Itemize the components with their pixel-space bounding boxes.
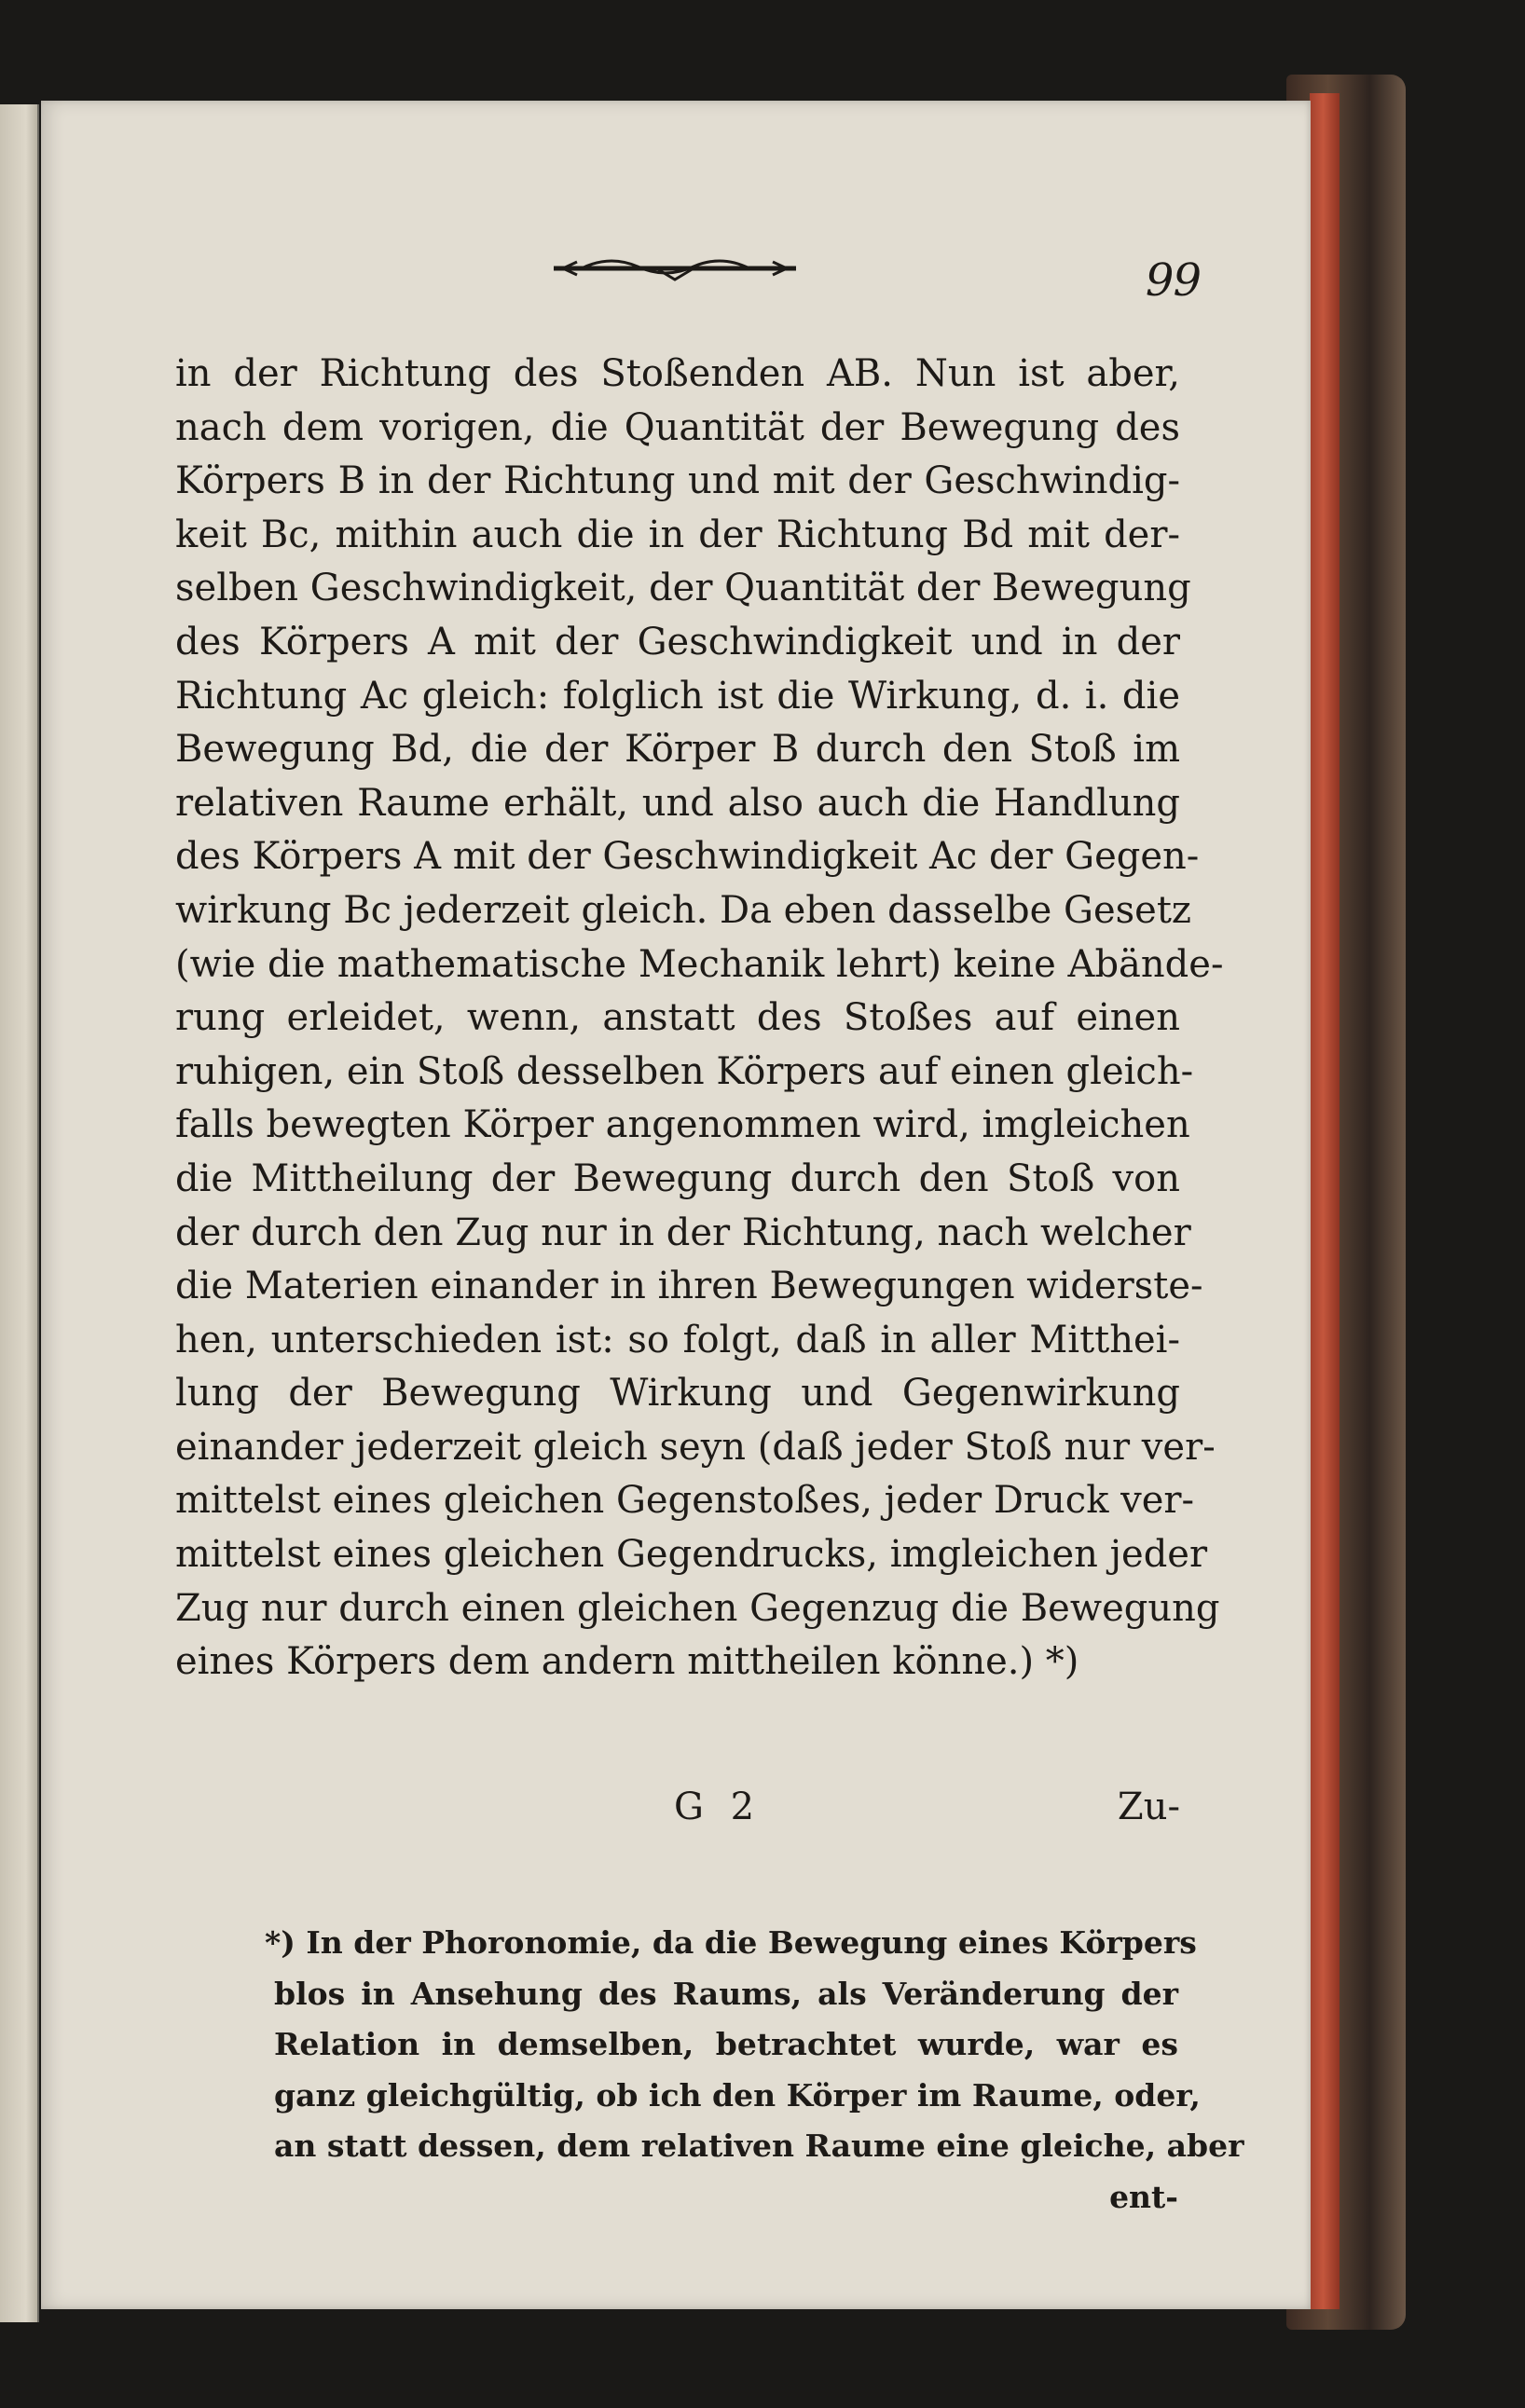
- text-line: ruhigen, ein Stoß desselben Körpers auf einen gleich-: [175, 1049, 1194, 1093]
- text-line: Körpers B in der Richtung und mit der Geschwindig-: [175, 459, 1180, 503]
- footnote-line: Relation in demselben, betrachtet wurde, war es: [274, 2026, 1178, 2062]
- footnote-line: an statt dessen, dem relativen Raume eine gleiche, aber: [274, 2128, 1244, 2164]
- text-line: des Körpers A mit der Geschwindigkeit und in der: [175, 620, 1180, 664]
- text-line: nach dem vorigen, die Quantität der Bewegung des: [175, 405, 1180, 449]
- main-text-block: [175, 348, 1224, 1690]
- text-line: Zug nur durch einen gleichen Gegenzug die Bewegung: [175, 1586, 1220, 1630]
- text-line: selben Geschwindigkeit, der Quantität der Bewegung: [175, 567, 1191, 610]
- text-line: relativen Raume erhält, und also auch die Handlung: [175, 781, 1180, 825]
- text-line: falls bewegten Körper angenommen wird, imgleichen: [175, 1103, 1190, 1147]
- text-line: keit Bc, mithin auch die in der Richtung Bd mit der-: [175, 513, 1180, 556]
- left-page-edge: [0, 104, 39, 2322]
- text-line: in der Richtung des Stoßenden AB. Nun ist aber,: [175, 352, 1180, 395]
- book-page: [41, 101, 1311, 2309]
- text-line: eines Körpers dem andern mittheilen könne.) *): [175, 1640, 1079, 1684]
- footnote-line: ganz gleichgültig, ob ich den Körper im Raume, oder,: [274, 2076, 1201, 2114]
- text-line: einander jederzeit gleich seyn (daß jeder Stoß nur ver-: [175, 1425, 1216, 1469]
- text-line: hen, unterschieden ist: so folgt, daß in aller Mitthei-: [175, 1318, 1180, 1361]
- page-number: 99: [1145, 254, 1201, 307]
- footnote: [265, 1918, 1244, 2223]
- text-line: die Materien einander in ihren Bewegungen widerste-: [175, 1265, 1203, 1308]
- text-line: lung der Bewegung Wirkung und Gegenwirkung: [175, 1372, 1180, 1416]
- text-line: mittelst eines gleichen Gegendrucks, imgleichen jeder: [175, 1533, 1208, 1577]
- signature-line: [175, 1785, 1180, 1841]
- red-page-edge: [1310, 93, 1340, 2309]
- text-line: rung erleidet, wenn, anstatt des Stoßes auf einen: [175, 996, 1180, 1040]
- text-line: die Mittheilung der Bewegung durch den Stoß von: [175, 1156, 1180, 1200]
- text-line: des Körpers A mit der Geschwindigkeit Ac der Gegen-: [175, 835, 1200, 879]
- text-line: (wie die mathematische Mechanik lehrt) keine Abände-: [175, 942, 1224, 986]
- signature-mark: G 2: [674, 1785, 762, 1828]
- text-line: Bewegung Bd, die der Körper B durch den Stoß im: [175, 728, 1180, 772]
- text-line: Richtung Ac gleich: folglich ist die Wirkung, d. i. die: [175, 674, 1180, 718]
- footnote-catchword: ent-: [1109, 2178, 1178, 2215]
- catchword: Zu-: [1117, 1785, 1180, 1828]
- text-line: wirkung Bc jederzeit gleich. Da eben dasselbe Gesetz: [175, 888, 1191, 932]
- text-line: mittelst eines gleichen Gegenstoßes, jeder Druck ver-: [175, 1479, 1195, 1523]
- footnote-line: *) In der Phoronomie, da die Bewegung eines Körpers: [265, 1924, 1197, 1961]
- text-line: der durch den Zug nur in der Richtung, nach welcher: [175, 1211, 1191, 1254]
- header-ornament-icon: [544, 250, 805, 287]
- footnote-line: blos in Ansehung des Raums, als Veränderung der: [274, 1975, 1178, 2012]
